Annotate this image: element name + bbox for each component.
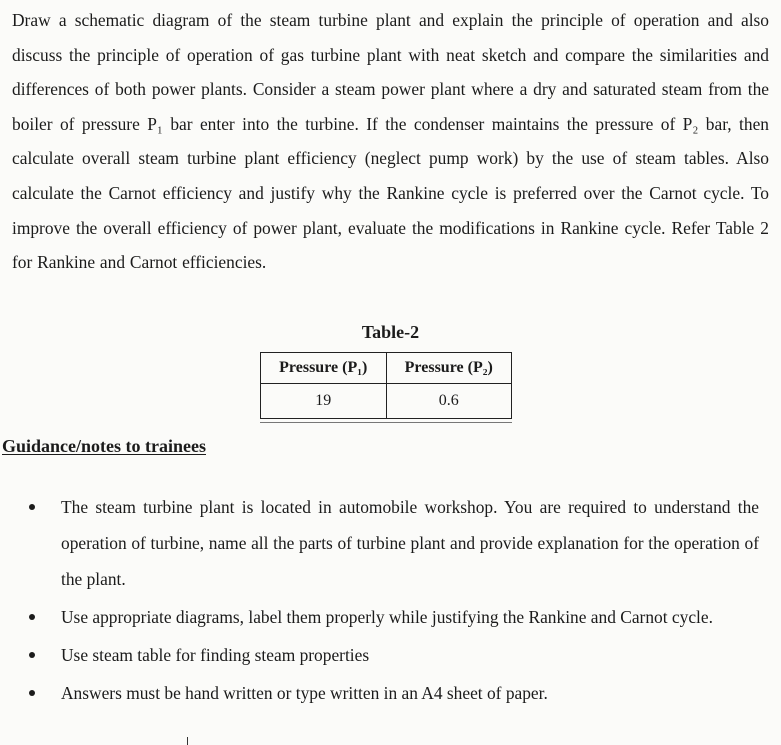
- table-row: [261, 384, 512, 419]
- list-item-text: Answers must be hand written or type written in an A4 sheet of paper.: [61, 683, 548, 703]
- pressure-table: [260, 352, 512, 419]
- text-cursor-mark: [187, 737, 188, 745]
- list-item-text: Use appropriate diagrams, label them properly while justifying the Rankine and Carnot cycle.: [61, 607, 713, 627]
- guidance-list: [0, 489, 781, 713]
- guidance-heading: Guidance/notes to trainees: [2, 436, 206, 456]
- bullet-dot: [29, 614, 35, 620]
- table-title: Table-2: [361, 322, 420, 342]
- list-item: [0, 675, 759, 711]
- list-item: [0, 599, 759, 635]
- question-paragraph: Draw a schematic diagram of the steam turbine plant and explain the principle of operation and also discuss the principle of operation of gas turbine plant with neat sketch and compare the similarities and differences of both power plants. Consider a steam power plant where a dry and saturated steam from the boiler of pressure P₁ bar enter into the turbine. If the condenser maintains the pressure of P₂ bar, then calculate overall steam turbine plant efficiency (neglect pump work) by the use of steam tables. Also calculate the Carnot efficiency and justify why the Rankine cycle is preferred over the Carnot cycle. To improve the overall efficiency of power plant, evaluate the modifications in Rankine cycle. Refer Table 2 for Rankine and Carnot efficiencies.: [12, 10, 769, 273]
- bullet-dot: [29, 504, 35, 510]
- table-cell-p2: 0.6: [386, 384, 512, 419]
- table-header-p1: Pressure (P₁): [261, 353, 387, 384]
- table-cell-p1: 19: [261, 384, 387, 419]
- table-header-p2: Pressure (P₂): [386, 353, 512, 384]
- table-header-row: [261, 353, 512, 384]
- list-item-text: The steam turbine plant is located in automobile workshop. You are required to understand the operation of turbine, name all the parts of turbine plant and provide explanation for the operation of the plant.: [61, 497, 759, 589]
- list-item: [0, 489, 759, 597]
- table-bottom-rule: [260, 422, 512, 424]
- bullet-dot: [29, 652, 35, 658]
- list-item-text: Use steam table for finding steam properties: [61, 645, 370, 665]
- bullet-dot: [29, 690, 35, 696]
- list-item: [0, 637, 759, 673]
